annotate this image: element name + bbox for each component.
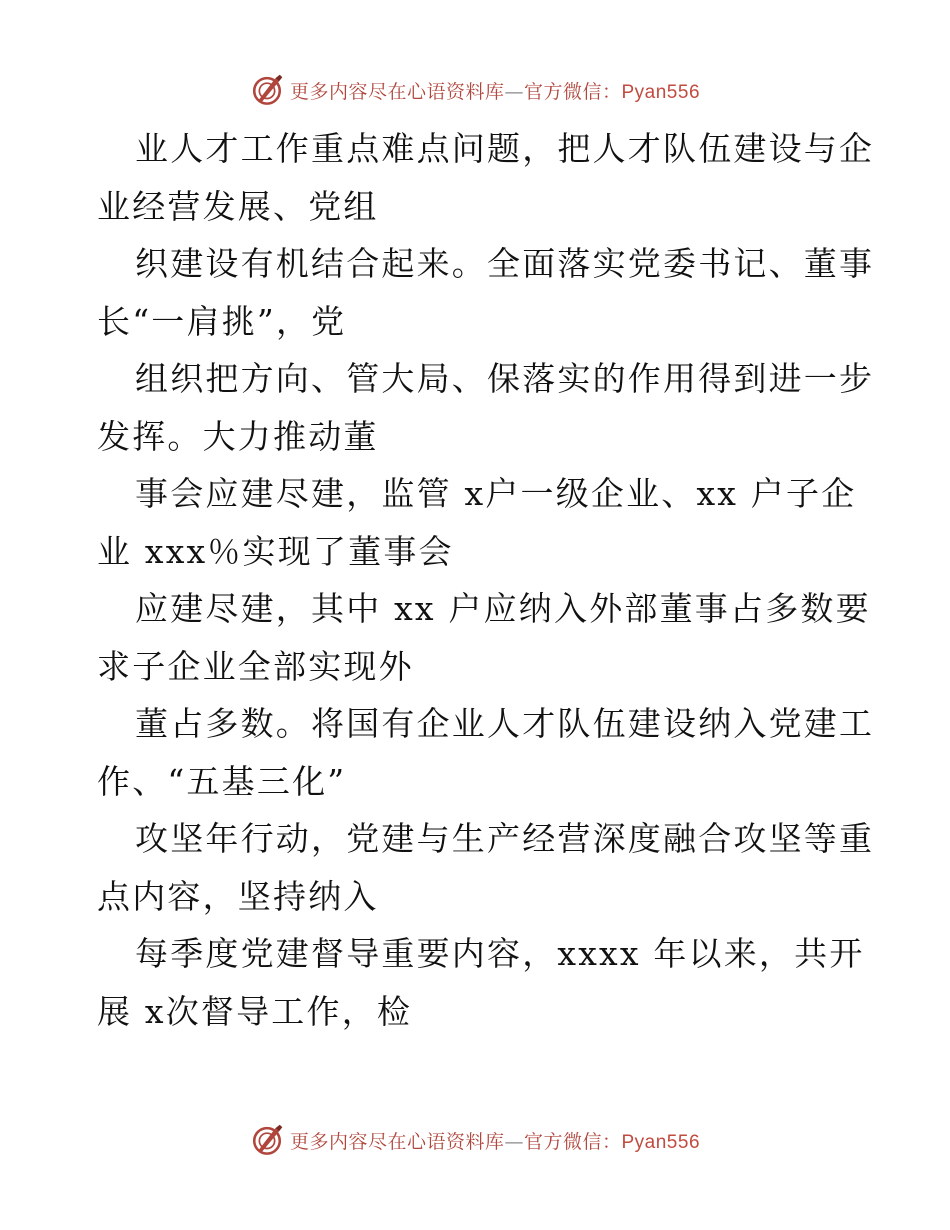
body-line: 董占多数。将国有企业人才队伍建设纳入党建工 (135, 704, 875, 743)
body-line: 业经营发展、党组 (97, 186, 379, 226)
body-line: 事会应建尽建，监管 x户一级企业、xx 户子企 (135, 474, 857, 513)
body-line: 组织把方向、管大局、保落实的作用得到进一步 (135, 359, 875, 398)
body-line: 作、“五基三化” (97, 761, 347, 801)
banner-text (290, 1127, 700, 1154)
body-line: 展 x次督导工作，检 (97, 991, 413, 1031)
body-line: 应建尽建，其中 xx 户应纳入外部董事占多数要 (135, 589, 871, 628)
banner-site-text: 更多内容尽在心语资料库 (289, 1130, 505, 1153)
body-line: 攻坚年行动，党建与生产经营深度融合攻坚等重 (135, 819, 875, 858)
body-line: 业人才工作重点难点问题，把人才队伍建设与企 (135, 129, 875, 168)
body-line: 织建设有机结合起来。全面落实党委书记、董事 (135, 244, 875, 283)
banner-wechat-label: 官方微信： (523, 80, 622, 103)
banner-separator: — (504, 80, 524, 103)
banner-separator: — (504, 1130, 524, 1153)
body-line: 每季度党建督导重要内容，xxxx 年以来，共开 (135, 934, 865, 973)
banner-text (290, 77, 700, 104)
pen-logo-icon (250, 73, 284, 107)
banner-wechat-id: Pyan556 (621, 81, 701, 103)
banner-site-text: 更多内容尽在心语资料库 (289, 80, 505, 103)
banner-wechat-label: 官方微信： (523, 1130, 622, 1153)
footer-banner (0, 1118, 950, 1162)
pen-logo-icon (250, 1123, 284, 1157)
document-body (97, 120, 875, 1040)
body-line: 长“一肩挑”，党 (97, 301, 347, 341)
body-line: 求子企业全部实现外 (97, 646, 414, 686)
header-banner (0, 68, 950, 112)
banner-wechat-id: Pyan556 (621, 1131, 701, 1153)
body-line: 点内容，坚持纳入 (97, 876, 379, 916)
body-line: 发挥。大力推动董 (97, 416, 379, 456)
body-line: 业 xxx％实现了董事会 (97, 531, 454, 571)
